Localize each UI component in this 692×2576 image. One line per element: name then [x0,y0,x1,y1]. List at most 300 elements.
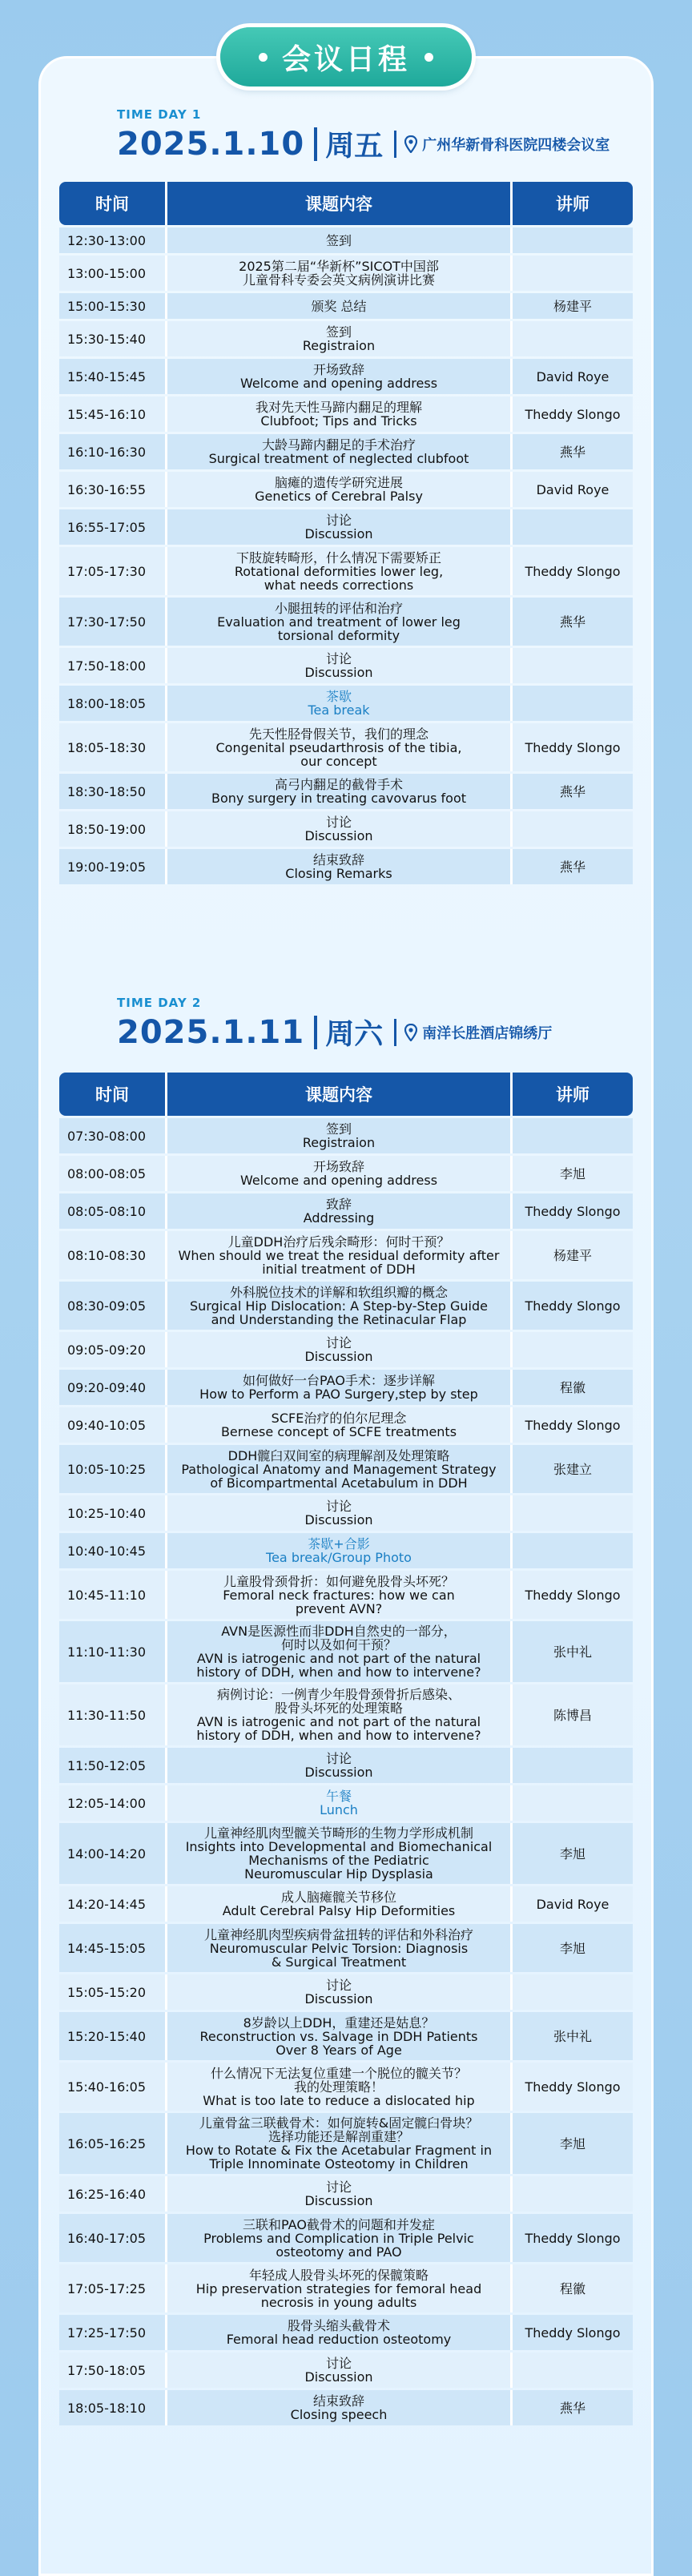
content-line: How to Rotate & Fix the Acetabular Fragment in [185,2143,493,2158]
row-speaker: David Roye [513,472,633,507]
day-1-schedule-table [59,179,633,887]
content-line: AVN is iatrogenic and not part of the natural [196,1714,481,1729]
content-line: Pathological Anatomy and Management Strategy [181,1461,497,1477]
content-line: Bernese concept of SCFE treatments [220,1424,457,1439]
content-line: 讨论 [325,815,352,830]
row-time: 13:00-15:00 [59,256,165,291]
content-line: When should we treat the residual deformity after [178,1247,500,1263]
row-time: 10:25-10:40 [59,1495,165,1531]
schedule-row [59,1231,633,1279]
day-tag: TIME DAY 2 [117,996,202,1010]
schedule-row [59,1533,633,1568]
row-speaker: 李旭 [513,1823,633,1884]
row-time: 17:25-17:50 [59,2315,165,2350]
content-line: What is too late to reduce a dislocated hip [203,2092,475,2108]
content-line: Clubfoot; Tips and Tricks [260,413,417,429]
row-time: 14:20-14:45 [59,1886,165,1922]
content-line: How to Perform a PAO Surgery,step by step [199,1387,478,1402]
row-time: 08:05-08:10 [59,1193,165,1229]
content-line: 何时以及如何干预？ [280,1637,396,1652]
schedule-row [59,723,633,771]
content-line: 下肢旋转畸形，什么情况下需要矫正 [235,549,441,566]
row-time: 16:10-16:30 [59,434,165,469]
row-content [165,293,513,319]
schedule-row [59,1282,633,1330]
row-time: 17:50-18:05 [59,2353,165,2388]
row-time: 11:10-11:30 [59,1621,165,1682]
content-line: Welcome and opening address [239,376,438,391]
row-content [165,1684,513,1745]
row-speaker [513,1974,633,2010]
row-content [165,1332,513,1367]
content-line: 儿童骨盆三联截骨术：如何旋转&固定髋臼骨块？ [199,2115,479,2131]
row-speaker: Theddy Slongo [513,1407,633,1443]
content-line: Tea break/Group Photo [266,1550,412,1565]
row-time: 15:30-15:40 [59,321,165,356]
content-line: 颁奖 总结 [311,298,367,314]
row-content [165,1533,513,1568]
row-speaker: 张中礼 [513,2012,633,2060]
row-speaker [513,256,633,291]
schedule-row [59,434,633,469]
row-time: 16:40-17:05 [59,2214,165,2262]
day-2-schedule-table [59,1070,633,2428]
day-1-header [117,107,610,164]
row-content [165,1571,513,1619]
row-speaker: Theddy Slongo [513,396,633,432]
row-speaker: 李旭 [513,2113,633,2174]
content-line: Discussion [304,1765,373,1780]
content-line: 股骨头坏死的处理策略 [274,1701,403,1716]
schedule-row [59,1118,633,1153]
row-speaker: 燕华 [513,849,633,884]
content-line: 儿童神经肌肉型疾病骨盆扭转的评估和外科治疗 [203,1926,473,1942]
location-pin-icon [404,135,417,153]
content-line: SCFE治疗的伯尔尼理念 [271,1411,407,1426]
content-line: 2025第二届“华新杯”SICOT中国部 [239,259,439,274]
row-speaker [513,2176,633,2212]
content-line: & Surgical Treatment [271,1954,407,1970]
row-speaker: 李旭 [513,1924,633,1972]
row-time: 12:05-14:00 [59,1785,165,1821]
day-weekday: 周五 [325,130,384,163]
schedule-row [59,396,633,432]
row-content [165,686,513,721]
content-line: history of DDH, when and how to intervene? [196,1728,481,1743]
row-content [165,227,513,253]
content-line: of Bicompartmental Acetabulum in DDH [210,1475,468,1491]
row-time: 17:50-18:00 [59,648,165,683]
row-speaker [513,509,633,545]
content-line: 讨论 [325,513,352,528]
row-content [165,648,513,683]
row-time: 12:30-13:00 [59,227,165,253]
row-content [165,321,513,356]
day-location [394,1019,552,1046]
schedule-row [59,686,633,721]
content-line: 开场致辞 [312,1159,364,1174]
content-line: 外科脱位技术的详解和软组织瓣的概念 [229,1284,448,1300]
header-speaker: 讲师 [513,182,633,225]
header-time: 时间 [59,1073,165,1116]
row-speaker: Theddy Slongo [513,2214,633,2262]
schedule-row [59,321,633,356]
row-content [165,811,513,847]
row-speaker [513,321,633,356]
content-line: 儿童DDH治疗后残余畸形：何时干预？ [227,1234,450,1250]
row-time: 15:20-15:40 [59,2012,165,2060]
row-speaker: 陈博昌 [513,1684,633,1745]
row-speaker: Theddy Slongo [513,723,633,771]
row-speaker: Theddy Slongo [513,2315,633,2350]
row-speaker [513,1495,633,1531]
schedule-row [59,1886,633,1922]
row-content [165,2012,513,2060]
day-location [394,131,610,158]
header-speaker: 讲师 [513,1073,633,1116]
content-line: Welcome and opening address [239,1173,438,1188]
row-speaker [513,227,633,253]
row-time: 16:30-16:55 [59,472,165,507]
schedule-row [59,1621,633,1682]
content-line: 讨论 [325,651,352,666]
row-content [165,1785,513,1821]
row-content [165,1118,513,1153]
row-time: 15:45-16:10 [59,396,165,432]
content-line: 讨论 [325,1499,352,1514]
row-time: 14:45-15:05 [59,1924,165,1972]
row-time: 18:00-18:05 [59,686,165,721]
content-line: Discussion [304,2193,373,2208]
row-speaker [513,1118,633,1153]
row-time: 19:00-19:05 [59,849,165,884]
schedule-row [59,547,633,595]
content-line: 讨论 [325,2356,352,2371]
row-time: 16:55-17:05 [59,509,165,545]
row-time: 16:25-16:40 [59,2176,165,2212]
schedule-row [59,1370,633,1405]
schedule-row [59,1823,633,1884]
row-speaker: 程徽 [513,1370,633,1405]
row-speaker: Theddy Slongo [513,1571,633,1619]
row-content [165,1407,513,1443]
schedule-row [59,1974,633,2010]
schedule-row [59,359,633,394]
content-line: Adult Cerebral Palsy Hip Deformities [222,1903,456,1918]
row-speaker [513,686,633,721]
content-line: AVN is iatrogenic and not part of the natural [196,1651,481,1666]
content-line: Triple Innominate Osteotomy in Children [209,2156,469,2171]
schedule-row [59,1156,633,1191]
row-time: 17:05-17:30 [59,547,165,595]
divider [314,1016,317,1049]
content-line: 致辞 [325,1197,352,1212]
row-time: 18:50-19:00 [59,811,165,847]
schedule-row [59,472,633,507]
content-line: 结束致辞 [312,852,364,867]
content-line: 我的处理策略！ [293,2079,384,2095]
row-speaker: 张中礼 [513,1621,633,1682]
content-line: osteotomy and PAO [276,2244,402,2260]
content-line: 午餐 [325,1789,352,1804]
row-speaker: David Roye [513,1886,633,1922]
schedule-row [59,293,633,319]
row-content [165,1445,513,1493]
row-content [165,2214,513,2262]
row-time: 07:30-08:00 [59,1118,165,1153]
row-speaker: 李旭 [513,1156,633,1191]
content-line: Discussion [304,828,373,843]
row-time: 18:30-18:50 [59,774,165,809]
row-speaker [513,1332,633,1367]
content-line: what needs corrections [264,577,414,593]
row-speaker: 燕华 [513,2390,633,2425]
row-time: 15:00-15:30 [59,293,165,319]
content-line: 签到 [325,1121,352,1137]
content-line: Discussion [304,526,373,541]
row-content [165,598,513,646]
content-line: Lunch [320,1802,358,1817]
row-content [165,1156,513,1191]
content-line: Congenital pseudarthrosis of the tibia, [215,739,462,755]
row-content [165,1495,513,1531]
content-line: Discussion [304,2369,373,2385]
content-line: 儿童骨科专委会英文病例演讲比赛 [242,272,435,288]
row-speaker: 程徽 [513,2264,633,2312]
content-line: 签到 [325,232,352,248]
row-content [165,774,513,809]
row-speaker [513,811,633,847]
content-line: Hip preservation strategies for femoral head [195,2280,482,2296]
title-banner [220,27,472,87]
row-content [165,2176,513,2212]
schedule-row [59,2353,633,2388]
row-speaker: Theddy Slongo [513,1193,633,1229]
schedule-row [59,1407,633,1443]
content-line: Insights into Developmental and Biomechanical [185,1839,493,1854]
header-content: 课题内容 [165,1073,513,1116]
row-time: 10:05-10:25 [59,1445,165,1493]
content-line: Discussion [304,665,373,680]
schedule-row [59,1445,633,1493]
content-line: Discussion [304,1349,373,1364]
row-content [165,1370,513,1405]
schedule-row [59,2264,633,2312]
day-tag: TIME DAY 1 [117,107,202,122]
schedule-row [59,1785,633,1821]
content-line: Discussion [304,1512,373,1527]
content-line: torsional deformity [277,627,400,643]
content-line: 我对先天性马蹄内翻足的理解 [255,400,422,415]
content-line: 高弓内翻足的截骨手术 [274,777,403,792]
content-line: Discussion [304,1991,373,2006]
row-content [165,2113,513,2174]
content-line: 成人脑瘫髋关节移位 [280,1890,396,1905]
row-content [165,2264,513,2312]
schedule-row [59,2012,633,2060]
content-line: 大龄马蹄内翻足的手术治疗 [261,437,416,453]
schedule-row [59,648,633,683]
content-line: necrosis in young adults [260,2294,417,2310]
schedule-row [59,1924,633,1972]
content-line: Surgical Hip Dislocation: A Step-by-Step Guide [190,1298,488,1314]
schedule-row [59,1193,633,1229]
content-line: Genetics of Cerebral Palsy [255,489,423,504]
bullet-dot-icon [424,53,433,62]
location-pin-icon [404,1024,417,1041]
row-content [165,509,513,545]
schedule-row [59,2390,633,2425]
content-line: Closing Remarks [285,866,392,881]
content-line: 病例讨论：一例青少年股骨颈骨折后感染、 [216,1687,461,1702]
content-line: prevent AVN? [295,1600,383,1616]
content-line: Femoral head reduction osteotomy [226,2332,452,2347]
row-content [165,849,513,884]
content-line: 儿童股骨颈骨折：如何避免股骨头坏死？ [223,1573,454,1589]
day-1-rows [59,227,633,884]
page-title: 会议日程 [281,42,410,76]
schedule-row [59,1684,633,1745]
row-content [165,1748,513,1783]
row-time: 18:05-18:10 [59,2390,165,2425]
schedule-row [59,2315,633,2350]
content-line: 股骨头缩头截骨术 [287,2318,390,2333]
row-content [165,434,513,469]
row-time: 09:40-10:05 [59,1407,165,1443]
row-speaker: David Roye [513,359,633,394]
content-line: 8岁龄以上DDH，重建还是姑息？ [243,2015,435,2031]
row-time: 11:30-11:50 [59,1684,165,1745]
content-line: Rotational deformities lower leg, [234,563,444,579]
row-time: 08:10-08:30 [59,1231,165,1279]
content-line: Evaluation and treatment of lower leg [217,614,461,630]
content-line: Bony surgery in treating cavovarus foot [211,791,467,806]
row-time: 17:30-17:50 [59,598,165,646]
day-2-rows [59,1118,633,2425]
row-speaker: 张建立 [513,1445,633,1493]
row-time: 11:50-12:05 [59,1748,165,1783]
content-line: AVN是医源性而非DDH自然史的一部分， [221,1624,457,1639]
content-line: 茶歇 [325,689,352,704]
row-speaker: 杨建平 [513,1231,633,1279]
header-time: 时间 [59,182,165,225]
row-content [165,1193,513,1229]
row-content [165,1924,513,1972]
day-weekday: 周六 [325,1018,384,1051]
location-text: 南洋长胜酒店锦绣厅 [422,1024,553,1042]
row-time: 08:00-08:05 [59,1156,165,1191]
schedule-row [59,227,633,253]
row-time: 15:05-15:20 [59,1974,165,2010]
row-time: 09:20-09:40 [59,1370,165,1405]
schedule-row [59,1495,633,1531]
day-2-header [117,996,552,1053]
schedule-row [59,2113,633,2174]
content-line: Femoral neck fractures: how we can [223,1587,455,1603]
row-content [165,2390,513,2425]
row-content [165,547,513,595]
day-date: 2025.1.10 [117,125,305,163]
row-speaker: Theddy Slongo [513,1282,633,1330]
content-line: Mechanisms of the Pediatric [248,1853,429,1868]
content-line: 儿童神经肌肉型髋关节畸形的生物力学形成机制 [203,1825,473,1841]
content-line: 讨论 [325,1978,352,1993]
content-line: Surgical treatment of neglected clubfoot [208,451,469,466]
content-line: 签到 [325,324,352,340]
row-content [165,359,513,394]
row-content [165,396,513,432]
row-speaker: 燕华 [513,598,633,646]
row-speaker [513,1748,633,1783]
row-speaker [513,2353,633,2388]
row-content [165,2063,513,2111]
row-content [165,1282,513,1330]
row-time: 15:40-15:45 [59,359,165,394]
schedule-row [59,1332,633,1367]
row-content [165,2353,513,2388]
content-line: 结束致辞 [312,2393,364,2409]
row-time: 15:40-16:05 [59,2063,165,2111]
row-speaker: 燕华 [513,434,633,469]
content-line: 讨论 [325,2180,352,2195]
content-line: Tea break [308,702,370,718]
row-speaker [513,1785,633,1821]
content-line: Reconstruction vs. Salvage in DDH Patients [199,2028,478,2044]
schedule-row [59,1748,633,1783]
schedule-row [59,256,633,291]
content-line: 讨论 [325,1335,352,1350]
schedule-row [59,811,633,847]
row-time: 14:00-14:20 [59,1823,165,1884]
content-line: initial treatment of DDH [262,1261,416,1277]
content-line: 先天性胫骨假关节，我们的理念 [248,726,428,742]
schedule-row [59,2214,633,2262]
divider [314,127,317,161]
content-line: our concept [300,753,377,769]
content-line: Over 8 Years of Age [276,2042,402,2058]
content-line: Registraion [302,338,376,353]
row-content [165,1231,513,1279]
content-line: Registraion [302,1135,376,1150]
row-speaker: Theddy Slongo [513,2063,633,2111]
row-speaker [513,1533,633,1568]
content-line: 茶歇+合影 [308,1536,370,1552]
content-line: 什么情况下无法复位重建一个脱位的髋关节？ [210,2065,467,2081]
content-line: 讨论 [325,1751,352,1766]
row-time: 10:45-11:10 [59,1571,165,1619]
schedule-row [59,598,633,646]
content-line: and Understanding the Retinacular Flap [211,1311,467,1327]
schedule-row [59,849,633,884]
content-line: 年轻成人股骨头坏死的保髋策略 [248,2267,428,2283]
schedule-row [59,2176,633,2212]
row-content [165,1621,513,1682]
content-line: Problems and Complication in Triple Pelvic [203,2230,474,2246]
location-text: 广州华新骨科医院四楼会议室 [422,136,610,154]
row-content [165,1886,513,1922]
row-content [165,256,513,291]
row-speaker [513,648,633,683]
content-line: Addressing [303,1210,375,1226]
row-content [165,1974,513,2010]
content-line: DDH髋臼双间室的病理解剖及处理策略 [227,1447,450,1463]
row-content [165,472,513,507]
header-content: 课题内容 [165,182,513,225]
content-line: 脑瘫的遗传学研究进展 [274,475,403,490]
content-line: history of DDH, when and how to intervene? [196,1664,481,1680]
row-time: 10:40-10:45 [59,1533,165,1568]
row-speaker: Theddy Slongo [513,547,633,595]
